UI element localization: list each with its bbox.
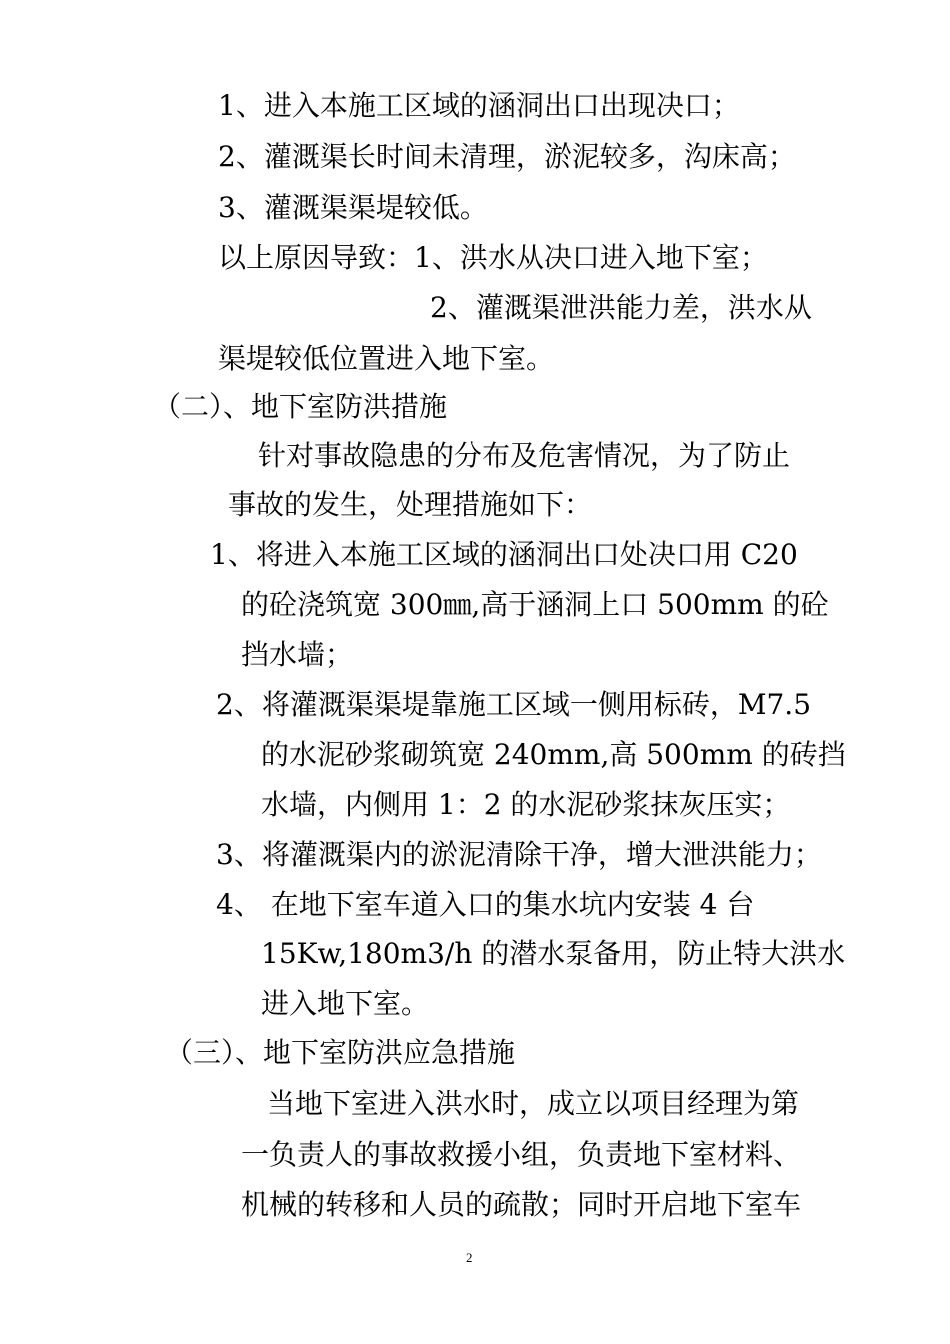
section-heading-3: （三）、地下室防洪应急措施	[165, 1036, 516, 1069]
text-line-16: 3、将灌溉渠内的淤泥清除干净，增大泄洪能力；	[216, 838, 822, 871]
text-line-14: 的水泥砂浆砌筑宽 240mm,高 500mm 的砖挡	[261, 738, 846, 771]
text-line-5: 2、灌溉渠泄洪能力差，洪水从	[430, 291, 812, 324]
text-line-23: 机械的转移和人员的疏散；同时开启地下室车	[241, 1188, 802, 1221]
text-line-6: 渠堤较低位置进入地下室。	[218, 342, 555, 375]
text-line-8: 针对事故隐患的分布及危害情况，为了防止	[258, 439, 791, 472]
text-line-12: 挡水墙；	[241, 638, 354, 671]
text-line-13: 2、将灌溉渠渠堤靠施工区域一侧用标砖，M7.5	[216, 688, 812, 721]
text-line-4: 以上原因导致：1、洪水从决口进入地下室；	[218, 241, 768, 274]
text-line-17: 4、 在地下室车道入口的集水坑内安装 4 台	[216, 888, 755, 921]
page-number: 2	[466, 1250, 473, 1265]
text-line-11: 的砼浇筑宽 300㎜,高于涵洞上口 500mm 的砼	[241, 588, 829, 621]
text-line-22: 一负责人的事故救援小组，负责地下室材料、	[241, 1138, 802, 1171]
text-line-15: 水墙，内侧用 1：2 的水泥砂浆抹灰压实；	[261, 788, 791, 821]
text-line-3: 3、灌溉渠渠堤较低。	[218, 191, 488, 224]
section-heading-2: （二）、地下室防洪措施	[153, 390, 448, 423]
text-line-9: 事故的发生，处理措施如下：	[228, 488, 593, 521]
text-line-1: 1、进入本施工区域的涵洞出口出现决口；	[218, 89, 740, 122]
text-line-10: 1、将进入本施工区域的涵洞出口处决口用 C20	[210, 538, 798, 571]
text-line-18: 15Kw,180m3/h 的潜水泵备用，防止特大洪水	[261, 937, 846, 970]
text-line-2: 2、灌溉渠长时间未清理，淤泥较多，沟床高；	[218, 140, 796, 173]
text-line-19: 进入地下室。	[261, 987, 430, 1020]
text-line-21: 当地下室进入洪水时，成立以项目经理为第	[267, 1087, 800, 1120]
